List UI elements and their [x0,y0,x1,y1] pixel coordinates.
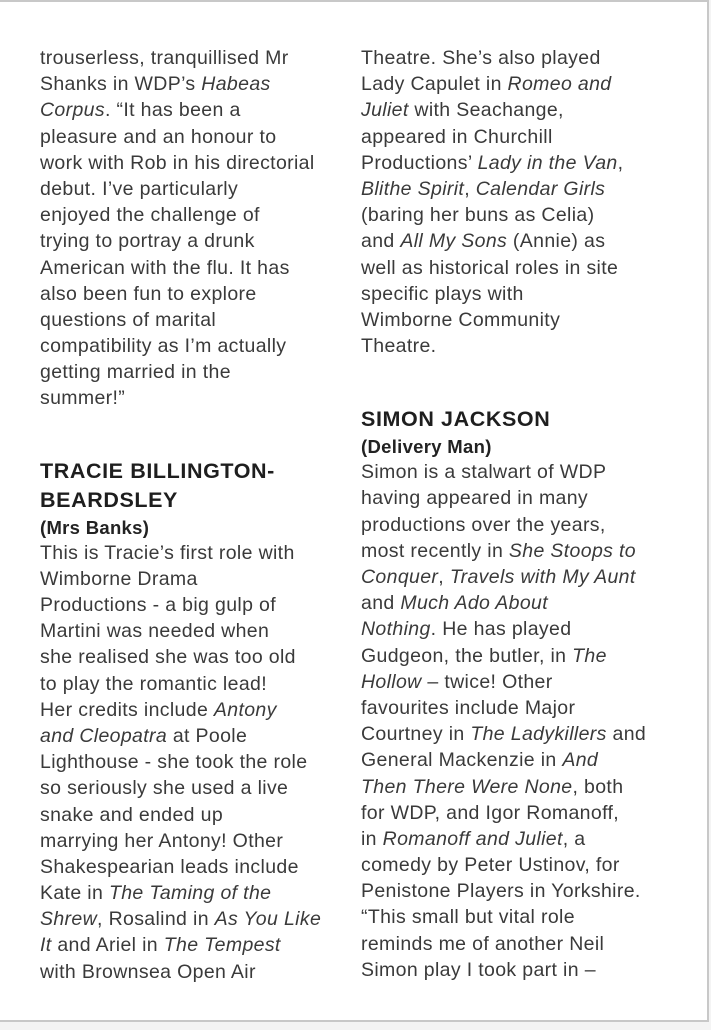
text-line [40,749,345,775]
text-line [40,124,345,150]
text-run: This is Tracie’s first role with [40,541,295,564]
italic-title-text: Hollow [361,670,422,693]
text-line [40,880,345,906]
text-line [361,747,661,773]
text-line [40,932,345,958]
text-line [40,566,345,592]
intro-text [40,45,345,412]
text-line [361,255,661,281]
cast-entry-simon [361,405,661,983]
text-run: appeared in Churchill [361,125,553,148]
text-line [361,669,661,695]
text-line [40,176,345,202]
text-run: Shanks in WDP’s [40,73,202,96]
text-run: Theatre. [361,335,437,358]
text-run: with Brownsea Open Air [40,960,256,983]
section-gap [361,359,661,405]
cast-name-line: BEARDSLEY [40,487,179,512]
text-line [40,802,345,828]
text-run: Theatre. She’s also played [361,47,601,69]
text-line [361,333,661,359]
italic-title-text: and Cleopatra [40,724,168,747]
text-run: (Annie) as [507,230,606,253]
text-line [40,281,345,307]
italic-title-text: Lady in the Van [477,151,618,174]
text-run: American with the flu. It has [40,256,290,279]
text-run: compatibility as I’m actually [40,335,287,358]
text-run: productions over the years, [361,513,606,536]
text-run: , both [572,775,624,798]
text-line [40,854,345,880]
cast-name-line: SIMON JACKSON [361,407,551,432]
text-line [40,592,345,618]
cast-bio [40,540,345,985]
italic-title-text: Nothing [361,618,431,641]
text-run: to play the romantic lead! [40,672,267,695]
text-line [40,97,345,123]
text-run: so seriously she used a live [40,777,289,800]
italic-title-text: Conquer [361,566,439,588]
text-run: trying to portray a drunk [40,230,255,253]
italic-title-text: The Tempest [163,934,281,957]
italic-title-text: And [562,749,599,772]
text-line [361,590,661,616]
text-run: in [361,827,383,850]
text-run: pleasure and an honour to [40,125,277,148]
text-line [361,616,661,642]
text-run: Courtney in [361,723,471,746]
text-run: debut. I’ve particularly [40,177,239,200]
italic-title-text: Habeas [201,73,271,96]
text-run: well as historical roles in site [361,256,619,279]
italic-title-text: Juliet [361,99,409,122]
text-line [361,721,661,747]
text-line [361,774,661,800]
text-run: snake and ended up [40,803,224,826]
text-line [361,71,661,97]
text-run: at Poole [167,724,248,747]
text-line [361,878,661,904]
text-line [361,957,661,983]
text-line [361,695,661,721]
text-line [361,485,661,511]
text-run: Productions’ [361,151,478,174]
text-run: , a [562,827,586,850]
text-run: summer!” [40,387,126,410]
text-run: for WDP, and Igor Romanoff, [361,801,620,824]
text-run: and [606,723,647,746]
italic-title-text: Corpus [40,99,105,122]
italic-title-text: The [572,644,607,667]
italic-title-text: She Stoops to [508,539,636,562]
text-line [361,564,661,590]
text-line [361,512,661,538]
text-run: Simon is a stalwart of WDP [361,461,607,484]
text-line [361,202,661,228]
text-line [361,176,661,202]
cast-entry-tracie [40,457,345,985]
text-line [40,307,345,333]
text-run: Lighthouse - she took the role [40,751,308,774]
text-run: most recently in [361,539,509,562]
italic-title-text: Shrew [40,908,98,931]
cast-bio [361,459,661,983]
text-run: Wimborne Drama [40,567,198,590]
text-line [361,459,661,485]
italic-title-text: Antony [213,698,277,721]
text-line [361,124,661,150]
continued-bio-text [361,45,661,359]
text-run: enjoyed the challenge of [40,204,260,227]
text-run: marrying her Antony! Other [40,829,284,852]
italic-title-text: Then There Were None [361,775,573,798]
text-line [40,359,345,385]
text-line [361,538,661,564]
italic-title-text: The Taming of the [108,882,272,905]
text-line [40,644,345,670]
text-line [361,800,661,826]
text-line [40,671,345,697]
text-line [361,150,661,176]
cast-role: (Mrs Banks) [40,516,150,538]
text-line [40,255,345,281]
text-line [361,228,661,254]
text-line [40,828,345,854]
text-line [361,643,661,669]
text-line [40,202,345,228]
italic-title-text: Much Ado About [400,592,548,615]
text-run: Martini was needed when [40,620,270,643]
left-column [40,45,345,985]
text-line [361,97,661,123]
text-line [40,333,345,359]
italic-title-text: It [40,934,52,957]
text-line [40,150,345,176]
text-line [40,45,345,71]
italic-title-text: As You Like [214,908,322,931]
text-line [40,228,345,254]
text-run: General Mackenzie in [361,749,563,772]
text-line [40,618,345,644]
text-run: Kate in [40,882,109,905]
text-run: “This small but vital role [361,906,575,929]
text-line [40,697,345,723]
text-line [361,281,661,307]
text-run: . “It has been a [104,99,241,122]
text-line [361,826,661,852]
italic-title-text: Romanoff and Juliet [382,827,563,850]
text-run: . He has played [430,618,572,641]
italic-title-text: Romeo and [507,73,612,96]
text-run: questions of marital [40,308,217,331]
right-column [361,45,661,983]
text-run: trouserless, tranquillised Mr [40,47,289,69]
text-run: favourites include Major [361,696,576,719]
text-line [40,959,345,985]
text-run: Her credits include [40,698,214,721]
text-line [361,852,661,878]
text-run: getting married in the [40,361,231,384]
text-run: work with Rob in his directorial [40,151,315,174]
text-run: and [361,592,401,615]
text-run: specific plays with [361,282,524,305]
text-run: Penistone Players in Yorkshire. [361,880,641,903]
text-line [361,904,661,930]
text-line [40,71,345,97]
text-line [40,723,345,749]
text-run: Gudgeon, the butler, in [361,644,573,667]
italic-title-text: All My Sons [400,230,508,253]
text-run: with Seachange, [408,99,564,122]
text-run: Productions - a big gulp of [40,594,277,616]
text-run: Lady Capulet in [361,73,508,96]
italic-title-text: Calendar Girls [475,177,606,200]
italic-title-text: Travels with My Aunt [449,566,636,588]
text-run: comedy by Peter Ustinov, for [361,854,620,877]
text-line [40,775,345,801]
cast-name-line: TRACIE BILLINGTON- [40,458,275,483]
text-run: she realised she was too old [40,646,296,669]
text-run: , [464,177,476,200]
italic-title-text: Blithe Spirit [361,177,465,200]
text-line [361,45,661,71]
section-gap [40,412,345,457]
text-run: also been fun to explore [40,282,257,305]
text-run: Simon play I took part in – [361,958,596,981]
text-run: Wimborne Community [361,308,561,331]
text-run: – twice! Other [421,670,553,693]
cast-role: (Delivery Man) [361,436,492,458]
text-line [40,385,345,411]
text-run: , Rosalind in [97,908,215,931]
text-run: , [438,566,450,588]
text-run: reminds me of another Neil [361,932,605,955]
text-line [361,931,661,957]
text-run: Shakespearian leads include [40,855,299,878]
text-run: , [617,151,624,174]
text-run: (baring her buns as Celia) [361,204,595,227]
italic-title-text: The Ladykillers [470,723,607,746]
text-run: and [361,230,401,253]
text-line [40,906,345,932]
text-run: and Ariel in [51,934,164,957]
text-line [361,307,661,333]
text-line [40,540,345,566]
text-run: having appeared in many [361,487,589,510]
